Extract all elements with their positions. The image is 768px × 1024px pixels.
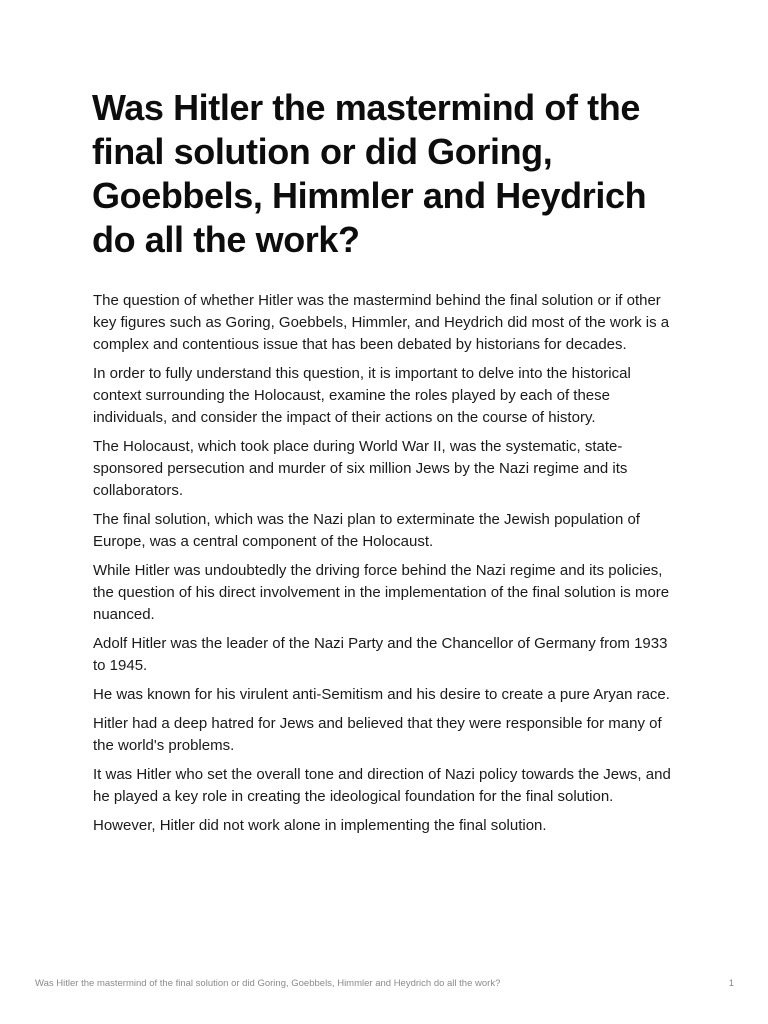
paragraph: While Hitler was undoubtedly the driving force behind the Nazi regime and its policies, the question of his direct involvement in the implementation of the final solution is more nuanced. xyxy=(93,562,670,623)
paragraph: However, Hitler did not work alone in implementing the final solution. xyxy=(93,817,547,834)
footer-running-title: Was Hitler the mastermind of the final solution or did Goring, Goebbels, Himmler and Heydrich do all the work? xyxy=(35,978,501,989)
paragraph: In order to fully understand this question, it is important to delve into the historical context surrounding the Holocaust, examine the roles played by each of these individuals, and consider the impact of their actions on the course of history. xyxy=(93,365,631,426)
paragraph: The Holocaust, which took place during World War II, was the systematic, state-sponsored persecution and murder of six million Jews by the Nazi regime and its collaborators. xyxy=(93,438,628,499)
paragraph: Hitler had a deep hatred for Jews and believed that they were responsible for many of the world's problems. xyxy=(93,715,662,754)
document-body xyxy=(93,290,683,844)
page-number: 1 xyxy=(728,978,734,989)
paragraph: It was Hitler who set the overall tone and direction of Nazi policy towards the Jews, and he played a key role in creating the ideological foundation for the final solution. xyxy=(93,766,671,805)
page-title: Was Hitler the mastermind of the final solution or did Goring, Goebbels, Himmler and Heydrich do all the work? xyxy=(92,87,647,260)
paragraph: The final solution, which was the Nazi plan to exterminate the Jewish population of Europe, was a central component of the Holocaust. xyxy=(93,511,640,550)
paragraph: He was known for his virulent anti-Semitism and his desire to create a pure Aryan race. xyxy=(93,686,670,703)
paragraph: The question of whether Hitler was the mastermind behind the final solution or if other key figures such as Goring, Goebbels, Himmler, and Heydrich did most of the work is a complex and contentious issue that has been debated by historians for decades. xyxy=(93,292,670,353)
paragraph: Adolf Hitler was the leader of the Nazi Party and the Chancellor of Germany from 1933 to 1945. xyxy=(93,635,668,674)
